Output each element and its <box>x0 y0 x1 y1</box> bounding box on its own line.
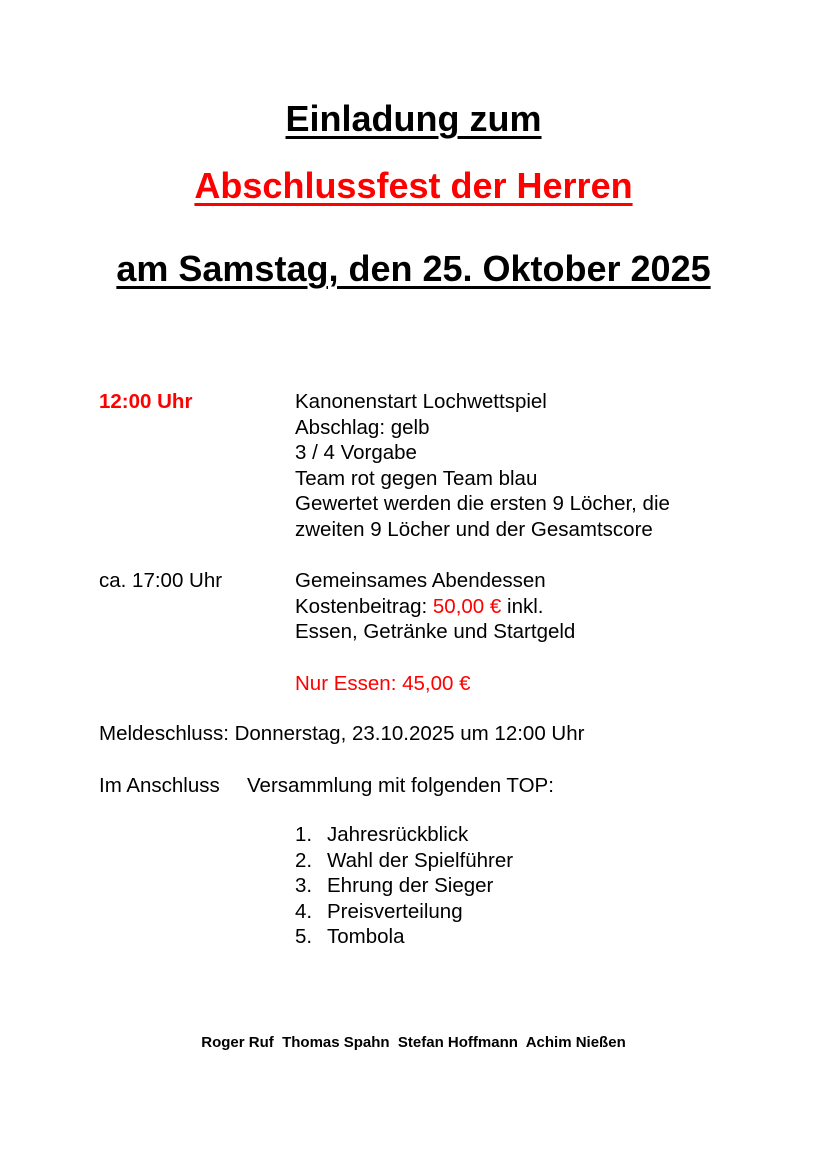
schedule-line: Kanonenstart Lochwettspiel <box>295 390 547 413</box>
schedule-line: Essen, Getränke und Startgeld <box>295 620 576 644</box>
schedule-line: Team rot gegen Team blau <box>295 466 538 490</box>
schedule-time-2: ca. 17:00 Uhr <box>99 569 223 592</box>
food-only-price: Nur Essen: 45,00 € <box>295 672 471 695</box>
agenda-text: Wahl der Spielführer <box>327 848 514 872</box>
agenda-text: Jahresrückblick <box>327 823 469 846</box>
schedule-line: Gewertet werden die ersten 9 Löcher, die <box>295 492 670 516</box>
title-line-1: Einladung zum <box>285 98 542 139</box>
organizers-footer: Roger Ruf Thomas Spahn Stefan Hoffmann Achim Nießen <box>201 1034 626 1051</box>
schedule-line: Abschlag: gelb <box>295 415 430 439</box>
agenda-text: Preisverteilung <box>327 899 463 923</box>
meeting-label: Im Anschluss <box>99 774 220 797</box>
schedule-line: 3 / 4 Vorgabe <box>295 441 417 465</box>
agenda-number: 3. <box>295 874 313 898</box>
registration-deadline: Meldeschluss: Donnerstag, 23.10.2025 um 12:00 Uhr <box>99 722 585 745</box>
agenda-list <box>295 822 513 950</box>
meeting-text: Versammlung mit folgenden TOP: <box>247 774 554 797</box>
agenda-number: 5. <box>295 925 313 949</box>
agenda-item <box>295 822 513 848</box>
agenda-text: Tombola <box>327 925 405 949</box>
agenda-text: Ehrung der Sieger <box>327 874 494 898</box>
cost-line <box>295 594 575 620</box>
schedule-time-1: 12:00 Uhr <box>99 390 193 413</box>
schedule-line: zweiten 9 Löcher und der Gesamtscore <box>295 517 653 541</box>
agenda-number: 2. <box>295 848 313 872</box>
agenda-item <box>295 848 513 874</box>
title-line-2: Abschlussfest der Herren <box>194 165 633 206</box>
agenda-item <box>295 899 513 925</box>
cost-suffix: inkl. <box>501 594 544 618</box>
cost-amount: 50,00 € <box>432 594 502 618</box>
cost-prefix: Kostenbeitrag: <box>295 594 433 618</box>
schedule-line: Gemeinsames Abendessen <box>295 569 546 592</box>
agenda-item <box>295 924 513 950</box>
agenda-number: 4. <box>295 899 313 923</box>
schedule-details-1 <box>295 389 670 543</box>
schedule-details-2 <box>295 568 575 645</box>
agenda-number: 1. <box>295 823 313 846</box>
agenda-item <box>295 873 513 899</box>
title-date: am Samstag, den 25. Oktober 2025 <box>116 248 711 289</box>
